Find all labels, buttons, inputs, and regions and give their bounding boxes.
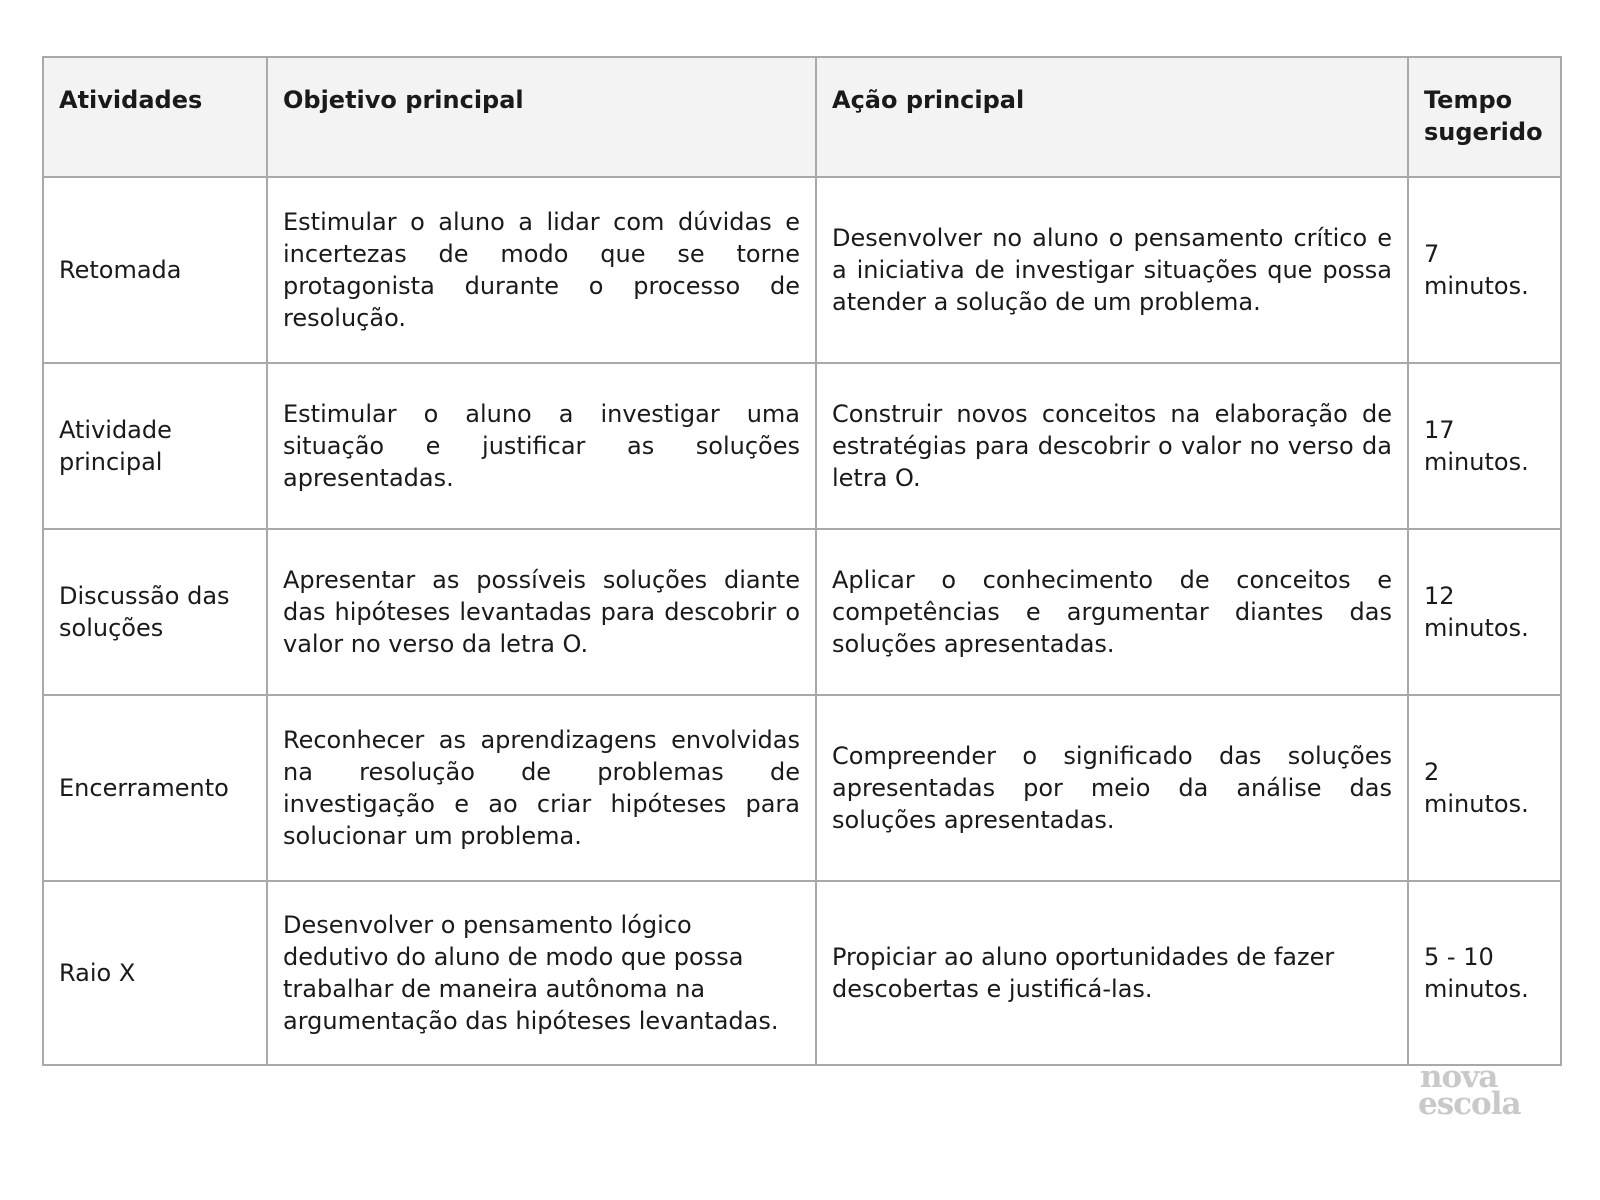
cell-tempo: 7 minutos.: [1408, 177, 1561, 363]
cell-tempo: 2 minutos.: [1408, 695, 1561, 881]
cell-acao: Desenvolver no aluno o pensamento crítico e a iniciativa de investigar situações que possa atender a solução de um problema.: [816, 177, 1408, 363]
table-row: [43, 363, 1561, 529]
header-tempo-sugerido: Tempo sugerido: [1408, 57, 1561, 177]
cell-atividade: Encerramento: [43, 695, 267, 881]
cell-objetivo: Desenvolver o pensamento lógico dedutivo do aluno de modo que possa trabalhar de maneira autônoma na argumentação das hipóteses levantadas.: [267, 881, 816, 1065]
table-row: [43, 529, 1561, 695]
cell-acao: Propiciar ao aluno oportunidades de fazer descobertas e justificá-las.: [816, 881, 1408, 1065]
cell-tempo: 12 minutos.: [1408, 529, 1561, 695]
header-objetivo-principal: Objetivo principal: [267, 57, 816, 177]
cell-objetivo: Estimular o aluno a lidar com dúvidas e incertezas de modo que se torne protagonista durante o processo de resolução.: [267, 177, 816, 363]
nova-escola-logo: [1418, 1059, 1538, 1122]
cell-atividade: Retomada: [43, 177, 267, 363]
cell-tempo: 5 - 10 minutos.: [1408, 881, 1561, 1065]
logo-line-escola: escola: [1418, 1086, 1521, 1122]
cell-tempo: 17 minutos.: [1408, 363, 1561, 529]
header-acao-principal: Ação principal: [816, 57, 1408, 177]
cell-atividade: Discussão das soluções: [43, 529, 267, 695]
cell-acao: Aplicar o conhecimento de conceitos e competências e argumentar diantes das soluções apresentadas.: [816, 529, 1408, 695]
table-row: [43, 695, 1561, 881]
header-atividades: Atividades: [43, 57, 267, 177]
table-row: [43, 177, 1561, 363]
lesson-plan-table: [42, 56, 1562, 1066]
cell-objetivo: Apresentar as possíveis soluções diante das hipóteses levantadas para descobrir o valor no verso da letra O.: [267, 529, 816, 695]
cell-atividade: Atividade principal: [43, 363, 267, 529]
table-header-row: [43, 57, 1561, 177]
cell-atividade: Raio X: [43, 881, 267, 1065]
cell-objetivo: Reconhecer as aprendizagens envolvidas na resolução de problemas de investigação e ao criar hipóteses para solucionar um problema.: [267, 695, 816, 881]
logo-line-nova: nova: [1420, 1059, 1498, 1095]
cell-acao: Construir novos conceitos na elaboração de estratégias para descobrir o valor no verso da letra O.: [816, 363, 1408, 529]
cell-objetivo: Estimular o aluno a investigar uma situação e justificar as soluções apresentadas.: [267, 363, 816, 529]
table-row: [43, 881, 1561, 1065]
cell-acao: Compreender o significado das soluções apresentadas por meio da análise das soluções apresentadas.: [816, 695, 1408, 881]
